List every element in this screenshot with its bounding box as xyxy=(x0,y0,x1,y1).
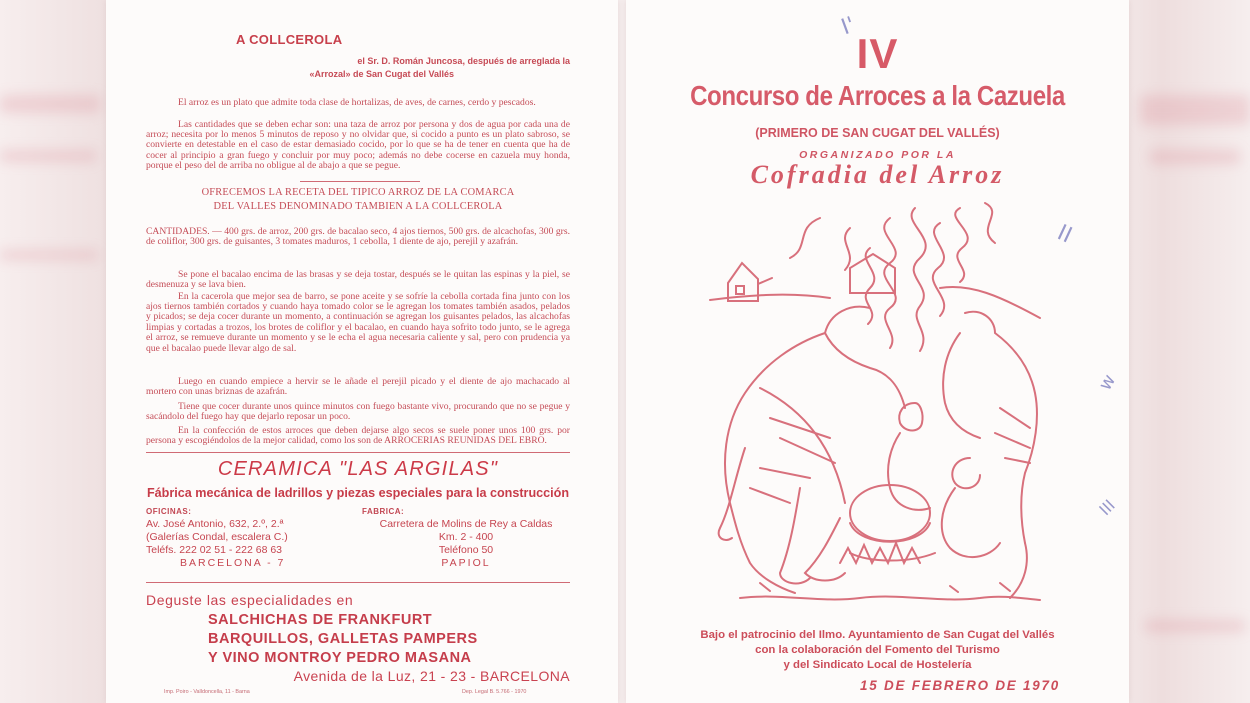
address-line: Teléfs. 222 02 51 - 222 68 63 xyxy=(146,544,283,556)
imprint-right: Dep. Legal B. 5.766 - 1970 xyxy=(462,689,527,695)
address-line: Carretera de Molins de Rey a Caldas xyxy=(379,518,553,530)
recipe-step: Se pone el bacalao encima de las brasas y se deja tostar, después se le quitan las espinas y la piel, se desmenuza y se lava bien. xyxy=(146,268,570,290)
left-page-subtitle: el Sr. D. Román Juncosa, después de arreglada la xyxy=(357,56,570,66)
handwritten-mark: II xyxy=(1053,220,1076,249)
recipe-step: En la confección de estos arroces que deben dejarse algo secos se suele poner unos 100 grs. por persona y escogiéndolos de la mejor calidad, como los son de ARROCERIAS REUNIDAS DEL EBRO. xyxy=(146,424,570,446)
recipe-heading: DEL VALLES DENOMINADO TAMBIEN A LA COLLCEROLA xyxy=(213,201,503,212)
cooking-illustration xyxy=(700,188,1060,620)
organized-by: ORGANIZADO POR LA xyxy=(799,149,956,161)
handwritten-mark: III xyxy=(1095,495,1119,520)
recipe-step: Luego en cuando empiece a hervir se le añade el perejil picado y el diente de ajo machacado al mortero con unas briznas de azafrán. xyxy=(146,375,570,397)
address-line: Av. José Antonio, 632, 2.º, 2.ª xyxy=(146,518,284,530)
recipe-step: En la cacerola que mejor sea de barro, se pone aceite y se sofríe la cebolla cortada fina junto con los ajos tiernos también cortados y cuando haya tomado color se le agregan los tomates también asados, pelados y picados; se deja cocer durante un momento, a continuación se agregan los guisantes pelados, las alcachofas limpias y cortadas a trozos, los brotes de coliflor y el bacalao, en cuando haya sofrito todo junto, se le agrega el arroz, se remueve durante un momento y se le echa el agua necesaria caliente y sal, pero con prudencia ya que el bacalao puede llevar algo de sal. xyxy=(146,290,570,354)
patronage-line: y del Sindicato Local de Hostelería xyxy=(783,659,972,671)
ceramica-tagline: Fábrica mecánica de ladrillos y piezas especiales para la construcción xyxy=(146,486,570,500)
recipe-step: Tiene que cocer durante unos quince minutos con fuego bastante vivo, procurando que no se pegue y sacándolo del fuego hay que dejarlo reposar un poco. xyxy=(146,400,570,422)
address-line: BARCELONA - 7 xyxy=(180,557,286,569)
address-line: (Galerías Condal, escalera C.) xyxy=(146,531,288,543)
left-page-title: A COLLCEROLA xyxy=(236,32,343,47)
intro-paragraph: El arroz es un plato que admite toda clase de hortalizas, de aves, de carnes, cerdo y pescados. xyxy=(178,96,536,108)
ceramica-brand: CERAMICA "LAS ARGILAS" xyxy=(217,458,499,480)
blur-band xyxy=(0,95,100,113)
masana-address: Avenida de la Luz, 21 - 23 - BARCELONA xyxy=(293,668,570,684)
left-page-subtitle: «Arrozal» de San Cugat del Vallés xyxy=(309,69,454,79)
deguste-intro: Deguste las especialidades en xyxy=(146,592,354,608)
contest-title: Concurso de Arroces a la Cazuela xyxy=(690,80,1065,111)
address-line: Teléfono 50 xyxy=(438,544,494,556)
blur-band xyxy=(1145,620,1245,632)
divider xyxy=(146,582,570,583)
divider xyxy=(146,452,570,453)
oficinas-address xyxy=(146,518,288,570)
patronage-line: Bajo el patrocinio del Ilmo. Ayuntamiento de San Cugat del Vallés xyxy=(700,629,1055,641)
fabrica-label: FABRICA: xyxy=(362,507,405,516)
contest-subtitle: (PRIMERO DE SAN CUGAT DEL VALLÉS) xyxy=(755,126,1000,140)
organizer-name: Cofradia del Arroz xyxy=(750,160,1005,189)
specialty-line: SALCHICHAS DE FRANKFURT xyxy=(208,612,433,628)
patronage-line: con la colaboración del Fomento del Turismo xyxy=(755,644,1000,656)
edition-numeral: IV xyxy=(856,30,899,77)
recipe-heading: OFRECEMOS LA RECETA DEL TIPICO ARROZ DE LA COMARCA xyxy=(201,187,515,198)
specialty-line: Y VINO MONTROY PEDRO MASANA xyxy=(208,650,472,666)
oficinas-label: OFICINAS: xyxy=(146,507,192,516)
intro-paragraph: Las cantidades que se deben echar son: una taza de arroz por persona y dos de agua por cada una de arroz; necesita por lo menos 5 minutos de reposo y no olvidar que, si cocido a punto es un plato sabroso, se convierte en detestable en el caso de estar demasiado cocido, por lo que se ha de tener en cuenta que ha de cocer al principio a gran fuego y concluir por muy poco; además no debe cocerse en cazuela muy honda, porque el peso del de arriba no obligue al de abajo a que se pegue. xyxy=(146,118,570,172)
imprint-left: Imp. Poiro - Valldoncella, 11 - Barna xyxy=(164,689,250,695)
blur-band xyxy=(0,150,96,162)
illustration-strokes xyxy=(710,203,1040,600)
divider xyxy=(300,181,420,182)
specialties-list xyxy=(208,611,478,668)
specialty-line: BARQUILLOS, GALLETAS PAMPERS xyxy=(208,631,478,647)
address-line: PAPIOL xyxy=(441,557,491,569)
blur-band xyxy=(0,250,98,260)
handwritten-mark: I' xyxy=(838,12,859,41)
blur-band xyxy=(1150,150,1240,164)
patronage-block xyxy=(626,628,1129,673)
event-date: 15 DE FEBRERO DE 1970 xyxy=(860,678,1061,693)
ingredients: CANTIDADES. — 400 grs. de arroz, 200 grs. de bacalao seco, 4 ajos tiernos, 500 grs. de alcachofas, 300 grs. de coliflor, 300 grs. de guisantes, 3 tomates maduros, 1 cebolla, 1 diente de ajo, perejil y azafrán. xyxy=(146,225,570,247)
fabrica-address xyxy=(362,518,570,570)
address-line: Km. 2 - 400 xyxy=(438,531,494,543)
handwritten-mark: w xyxy=(1094,370,1121,395)
blur-band xyxy=(1140,95,1250,125)
